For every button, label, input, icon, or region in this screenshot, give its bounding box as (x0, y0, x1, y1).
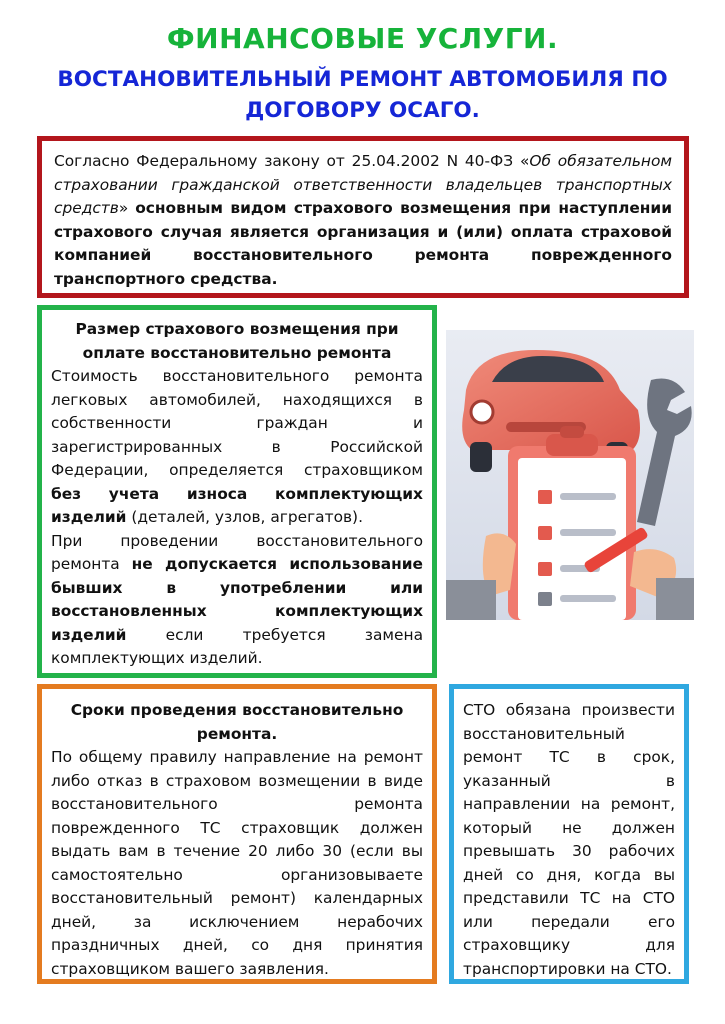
intro-box (37, 136, 689, 298)
intro-text-mid: » (118, 199, 136, 217)
repair-terms-box (37, 684, 437, 984)
repair-terms-heading: Сроки проведения восстановительно ремонта. (70, 701, 404, 743)
intro-text (54, 150, 672, 291)
paragraph-1-bold: без учета износа комплектующих изделий (51, 484, 423, 526)
clipboard-icon (508, 426, 636, 620)
paragraph-2-start: При проведении восстановительного ремонта (51, 531, 423, 573)
page-title: ФИНАНСОВЫЕ УСЛУГИ. (166, 22, 559, 55)
car-checklist-illustration (446, 330, 694, 620)
compensation-size-heading: Размер страхового возмещения при оплате восстановительно ремонта (75, 320, 399, 362)
intro-bold-text: основным видом страхового возмещения при наступлении страхового случая является организация и (или) оплата страховой компанией восстановительного ремонта поврежденного транспортного средства. (54, 199, 672, 288)
paragraph-1-end: (деталей, узлов, агрегатов). (126, 508, 363, 526)
compensation-size-paragraph-1 (51, 365, 423, 530)
intro-text-start: Согласно Федеральному закону от 25.04.2002 N 40-ФЗ « (54, 152, 530, 170)
sto-obligation-box (449, 684, 689, 984)
paragraph-1-start: Стоимость восстановительного ремонта легковых автомобилей, находящихся в собственности граждан и зарегистрированных в Российской Федерации, определяется страховщиком (51, 367, 423, 479)
law-name: Об обязательном страховании гражданской ответственности владельцев транспортных средств (54, 152, 672, 217)
sto-obligation-text: СТО обязана произвести восстановительный ремонт ТС в срок, указанный в направлении на ремонт, который не должен превышать 30 рабочих дней со дня, когда вы представили ТС на СТО или передали его страховщику для транспортировки на СТО. (463, 701, 675, 978)
page-subtitle: ВОСТАНОВИТЕЛЬНЫЙ РЕМОНТ АВТОМОБИЛЯ ПО ДОГОВОРУ ОСАГО. (57, 67, 668, 123)
compensation-size-box (37, 305, 437, 678)
paragraph-2-bold: не допускается использование бывших в употреблении или восстановленных комплектующих изделий (51, 555, 423, 644)
repair-terms-text: По общему правилу направление на ремонт либо отказ в страховом возмещении в виде восстановительного ремонта поврежденного ТС страховщик должен выдать вам в течение 20 либо 30 (если вы самостоятельно организовываете восстановительный ремонт) календарных дней, за исключением нерабочих праздничных дней, со дня принятия страховщиком вашего заявления. (51, 748, 423, 978)
compensation-size-paragraph-2 (51, 530, 423, 671)
paragraph-2-end: если требуется замена комплектующих изделий. (51, 625, 423, 667)
